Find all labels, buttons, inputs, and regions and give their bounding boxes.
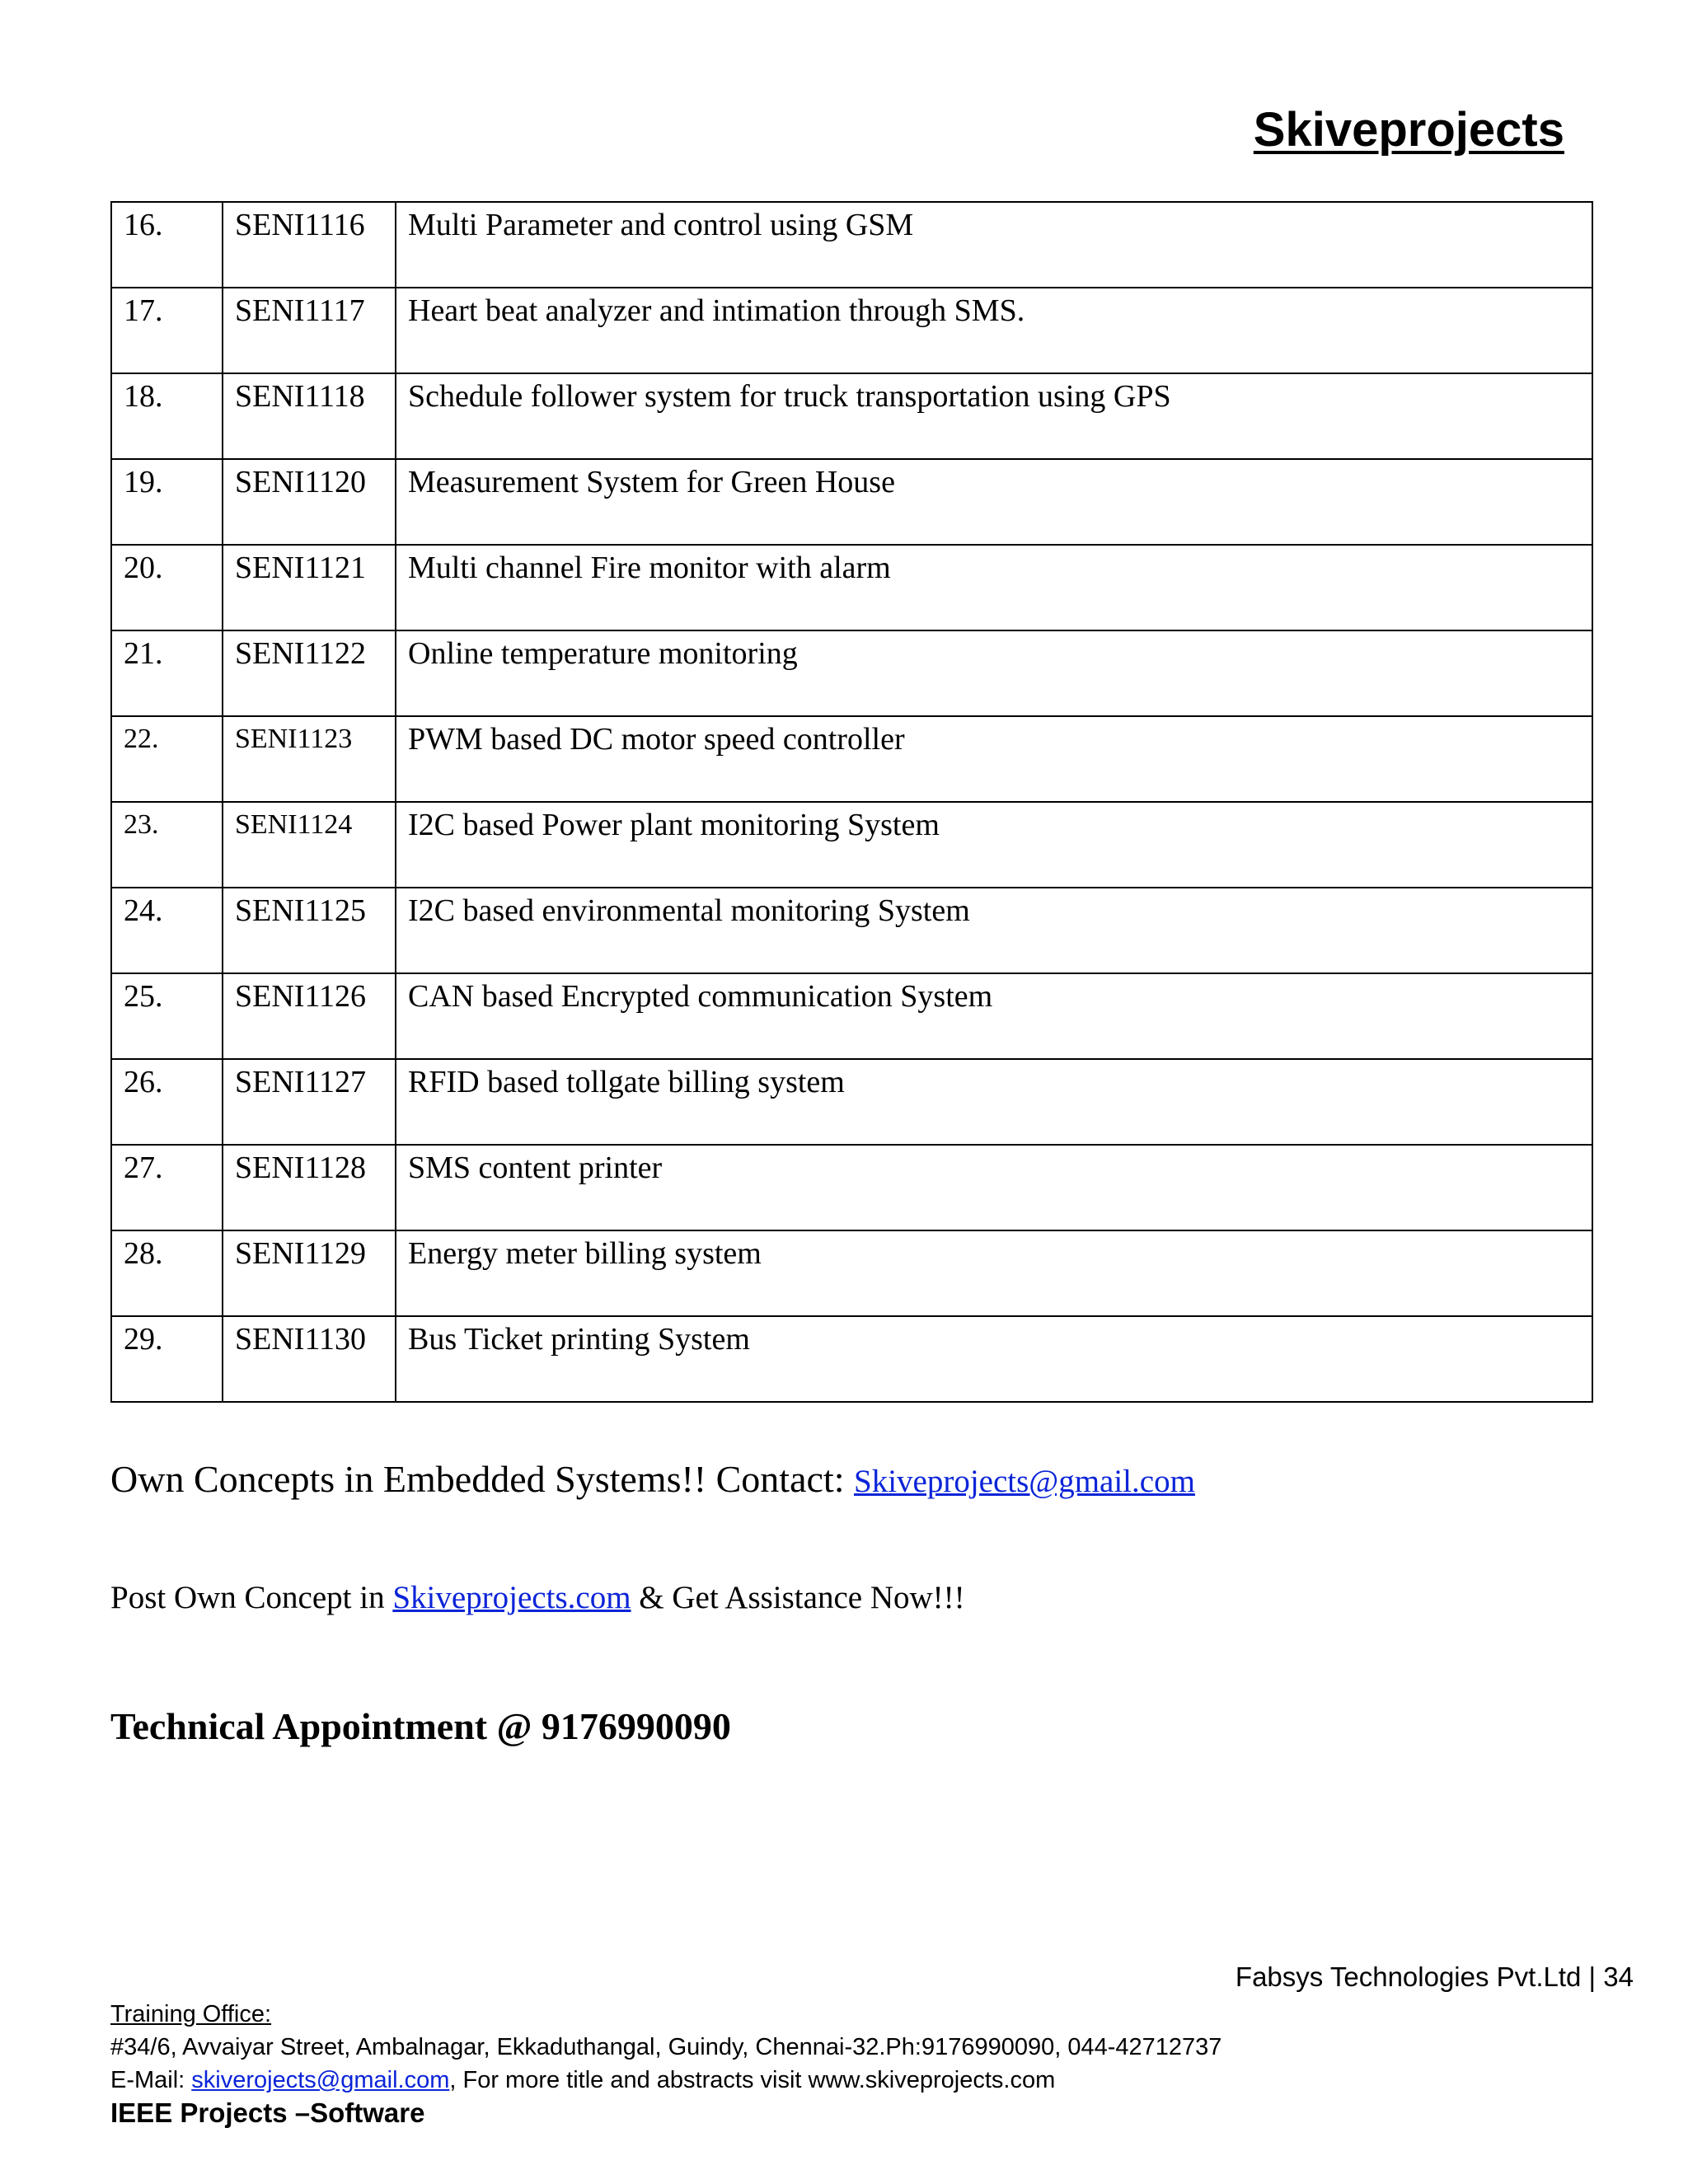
project-title: Heart beat analyzer and intimation through SMS.	[396, 288, 1592, 373]
training-office-label: Training Office:	[110, 2001, 272, 2027]
contact-email-link[interactable]: Skiveprojects@gmail.com	[854, 1464, 1195, 1499]
footer-category: IEEE Projects –Software	[110, 2097, 425, 2128]
table-row	[111, 1059, 1592, 1145]
project-title: Multi Parameter and control using GSM	[396, 202, 1592, 288]
project-title: Schedule follower system for truck transportation using GPS	[396, 373, 1592, 459]
projects-table	[110, 201, 1593, 1403]
table-row	[111, 1316, 1592, 1402]
project-title: Measurement System for Green House	[396, 459, 1592, 545]
project-code: SENI1127	[223, 1059, 396, 1145]
table-row	[111, 888, 1592, 973]
technical-appointment: Technical Appointment @ 9176990090	[110, 1705, 731, 1747]
table-row	[111, 202, 1592, 288]
project-code: SENI1120	[223, 459, 396, 545]
row-number: 27.	[111, 1145, 223, 1230]
own-concepts-text: Own Concepts in Embedded Systems!! Contact:	[110, 1458, 854, 1500]
row-number: 19.	[111, 459, 223, 545]
row-number: 26.	[111, 1059, 223, 1145]
table-row	[111, 459, 1592, 545]
row-number: 28.	[111, 1230, 223, 1316]
row-number: 24.	[111, 888, 223, 973]
project-title: I2C based Power plant monitoring System	[396, 802, 1592, 888]
row-number: 21.	[111, 630, 223, 716]
row-number: 22.	[111, 716, 223, 802]
project-title: Bus Ticket printing System	[396, 1316, 1592, 1402]
project-code: SENI1121	[223, 545, 396, 630]
footer-email-link[interactable]: skiverojects@gmail.com	[191, 2067, 450, 2093]
table-row	[111, 288, 1592, 373]
table-row	[111, 973, 1592, 1059]
post-prefix: Post Own Concept in	[110, 1580, 393, 1615]
post-concept-line	[110, 1579, 965, 1616]
table-row	[111, 545, 1592, 630]
row-number: 17.	[111, 288, 223, 373]
project-title: I2C based environmental monitoring System	[396, 888, 1592, 973]
table-row	[111, 716, 1592, 802]
row-number: 23.	[111, 802, 223, 888]
row-number: 16.	[111, 202, 223, 288]
project-code: SENI1129	[223, 1230, 396, 1316]
project-title: Energy meter billing system	[396, 1230, 1592, 1316]
footer-company-page: Fabsys Technologies Pvt.Ltd | 34	[1235, 1961, 1634, 1992]
footer-email-suffix: , For more title and abstracts visit www.skiveprojects.com	[449, 2067, 1056, 2093]
footer-email-prefix: E-Mail:	[110, 2067, 192, 2093]
project-code: SENI1124	[223, 802, 396, 888]
project-title: SMS content printer	[396, 1145, 1592, 1230]
project-code: SENI1122	[223, 630, 396, 716]
footer	[110, 1998, 1221, 2130]
table-row	[111, 373, 1592, 459]
project-code: SENI1125	[223, 888, 396, 973]
project-title: CAN based Encrypted communication System	[396, 973, 1592, 1059]
project-title: PWM based DC motor speed controller	[396, 716, 1592, 802]
project-title: RFID based tollgate billing system	[396, 1059, 1592, 1145]
row-number: 25.	[111, 973, 223, 1059]
project-code: SENI1118	[223, 373, 396, 459]
table-row	[111, 1230, 1592, 1316]
project-code: SENI1126	[223, 973, 396, 1059]
project-title: Multi channel Fire monitor with alarm	[396, 545, 1592, 630]
table-row	[111, 802, 1592, 888]
footer-address: #34/6, Avvaiyar Street, Ambalnagar, Ekkaduthangal, Guindy, Chennai-32.Ph:9176990090, 044-42712737	[110, 2034, 1222, 2060]
row-number: 18.	[111, 373, 223, 459]
project-code: SENI1117	[223, 288, 396, 373]
project-code: SENI1130	[223, 1316, 396, 1402]
project-title: Online temperature monitoring	[396, 630, 1592, 716]
footer-email-line	[110, 2064, 1221, 2097]
own-concepts-line	[110, 1457, 1195, 1501]
project-code: SENI1123	[223, 716, 396, 802]
project-code: SENI1116	[223, 202, 396, 288]
post-suffix: & Get Assistance Now!!!	[631, 1580, 965, 1615]
page-header-title: Skiveprojects	[1253, 103, 1564, 157]
row-number: 29.	[111, 1316, 223, 1402]
row-number: 20.	[111, 545, 223, 630]
table-row	[111, 630, 1592, 716]
table-row	[111, 1145, 1592, 1230]
project-code: SENI1128	[223, 1145, 396, 1230]
skiveprojects-link[interactable]: Skiveprojects.com	[392, 1580, 631, 1615]
